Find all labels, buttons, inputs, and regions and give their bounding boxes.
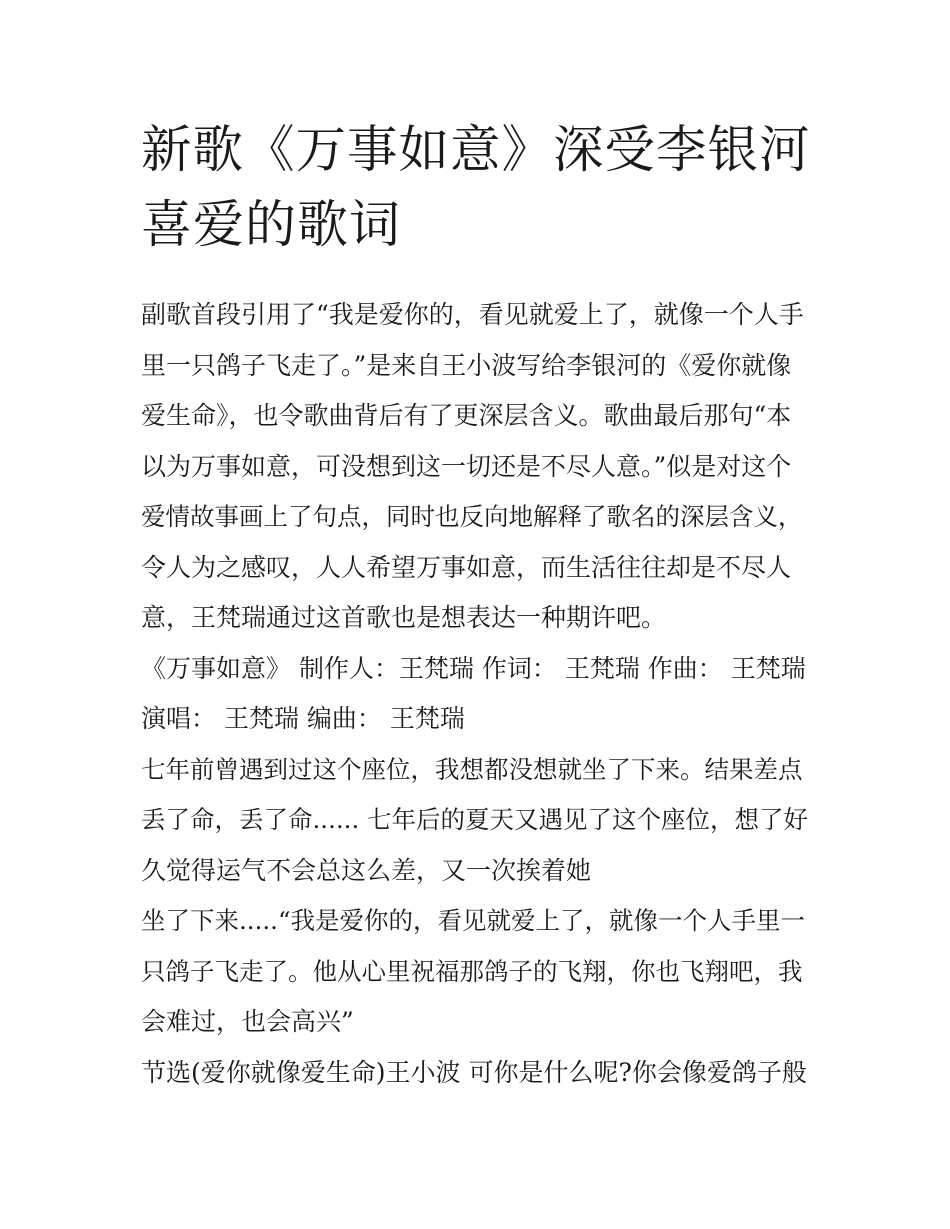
text-line: 坐了下来.....“我是爱你的，看见就爱上了，就像一个人手里一	[141, 906, 805, 935]
text-line: 里一只鸽子飞走了。”是来自王小波写给李银河的《爱你就像	[141, 350, 792, 380]
text-line: 只鸽子飞走了。他从心里祝福那鸽子的飞翔，你也飞翔吧，我	[141, 956, 803, 986]
text-line: 演唱： 王梵瑞 编曲： 王梵瑞	[141, 704, 465, 733]
paragraph-excerpt	[141, 1048, 813, 1099]
text-line: 副歌首段引用了“我是爱你的，看见就爱上了，就像一个人手	[141, 300, 804, 329]
text-line: 爱生命》，也令歌曲背后有了更深层含义。歌曲最后那句“本	[141, 401, 792, 430]
text-line: 丢了命，丢了命...... 七年后的夏天又遇见了这个座位，想了好	[141, 805, 809, 834]
text-line: 《万事如意》 制作人：王梵瑞 作词： 王梵瑞 作曲： 王梵瑞	[141, 653, 806, 683]
paragraph-chorus-intro	[141, 290, 813, 644]
text-line: 节选(爱你就像爱生命)王小波 可你是什么呢?你会像爱鸽子般	[141, 1057, 807, 1087]
text-line: 爱情故事画上了句点，同时也反向地解释了歌名的深层含义，	[141, 502, 803, 531]
text-line: 久觉得运气不会总这么差，又一次挨着她	[141, 855, 592, 885]
text-line: 意，王梵瑞通过这首歌也是想表达一种期许吧。	[141, 603, 667, 632]
text-line: 会难过，也会高兴”	[141, 1007, 354, 1036]
text-line: 以为万事如意，可没想到这一切还是不尽人意。”似是对这个	[141, 451, 792, 481]
paragraph-lyrics-2	[141, 896, 813, 1048]
document-body	[141, 112, 813, 1098]
paragraph-lyrics-1	[141, 745, 813, 897]
paragraph-credits	[141, 644, 813, 745]
text-line: 令人为之感叹，人人希望万事如意，而生活往往却是不尽人	[141, 552, 792, 582]
document-title	[141, 112, 813, 264]
title-line: 喜爱的歌词	[141, 196, 402, 255]
title-line: 新歌《万事如意》深受李银河	[141, 120, 811, 179]
text-line: 七年前曾遇到过这个座位，我想都没想就坐了下来。结果差点	[141, 754, 803, 784]
